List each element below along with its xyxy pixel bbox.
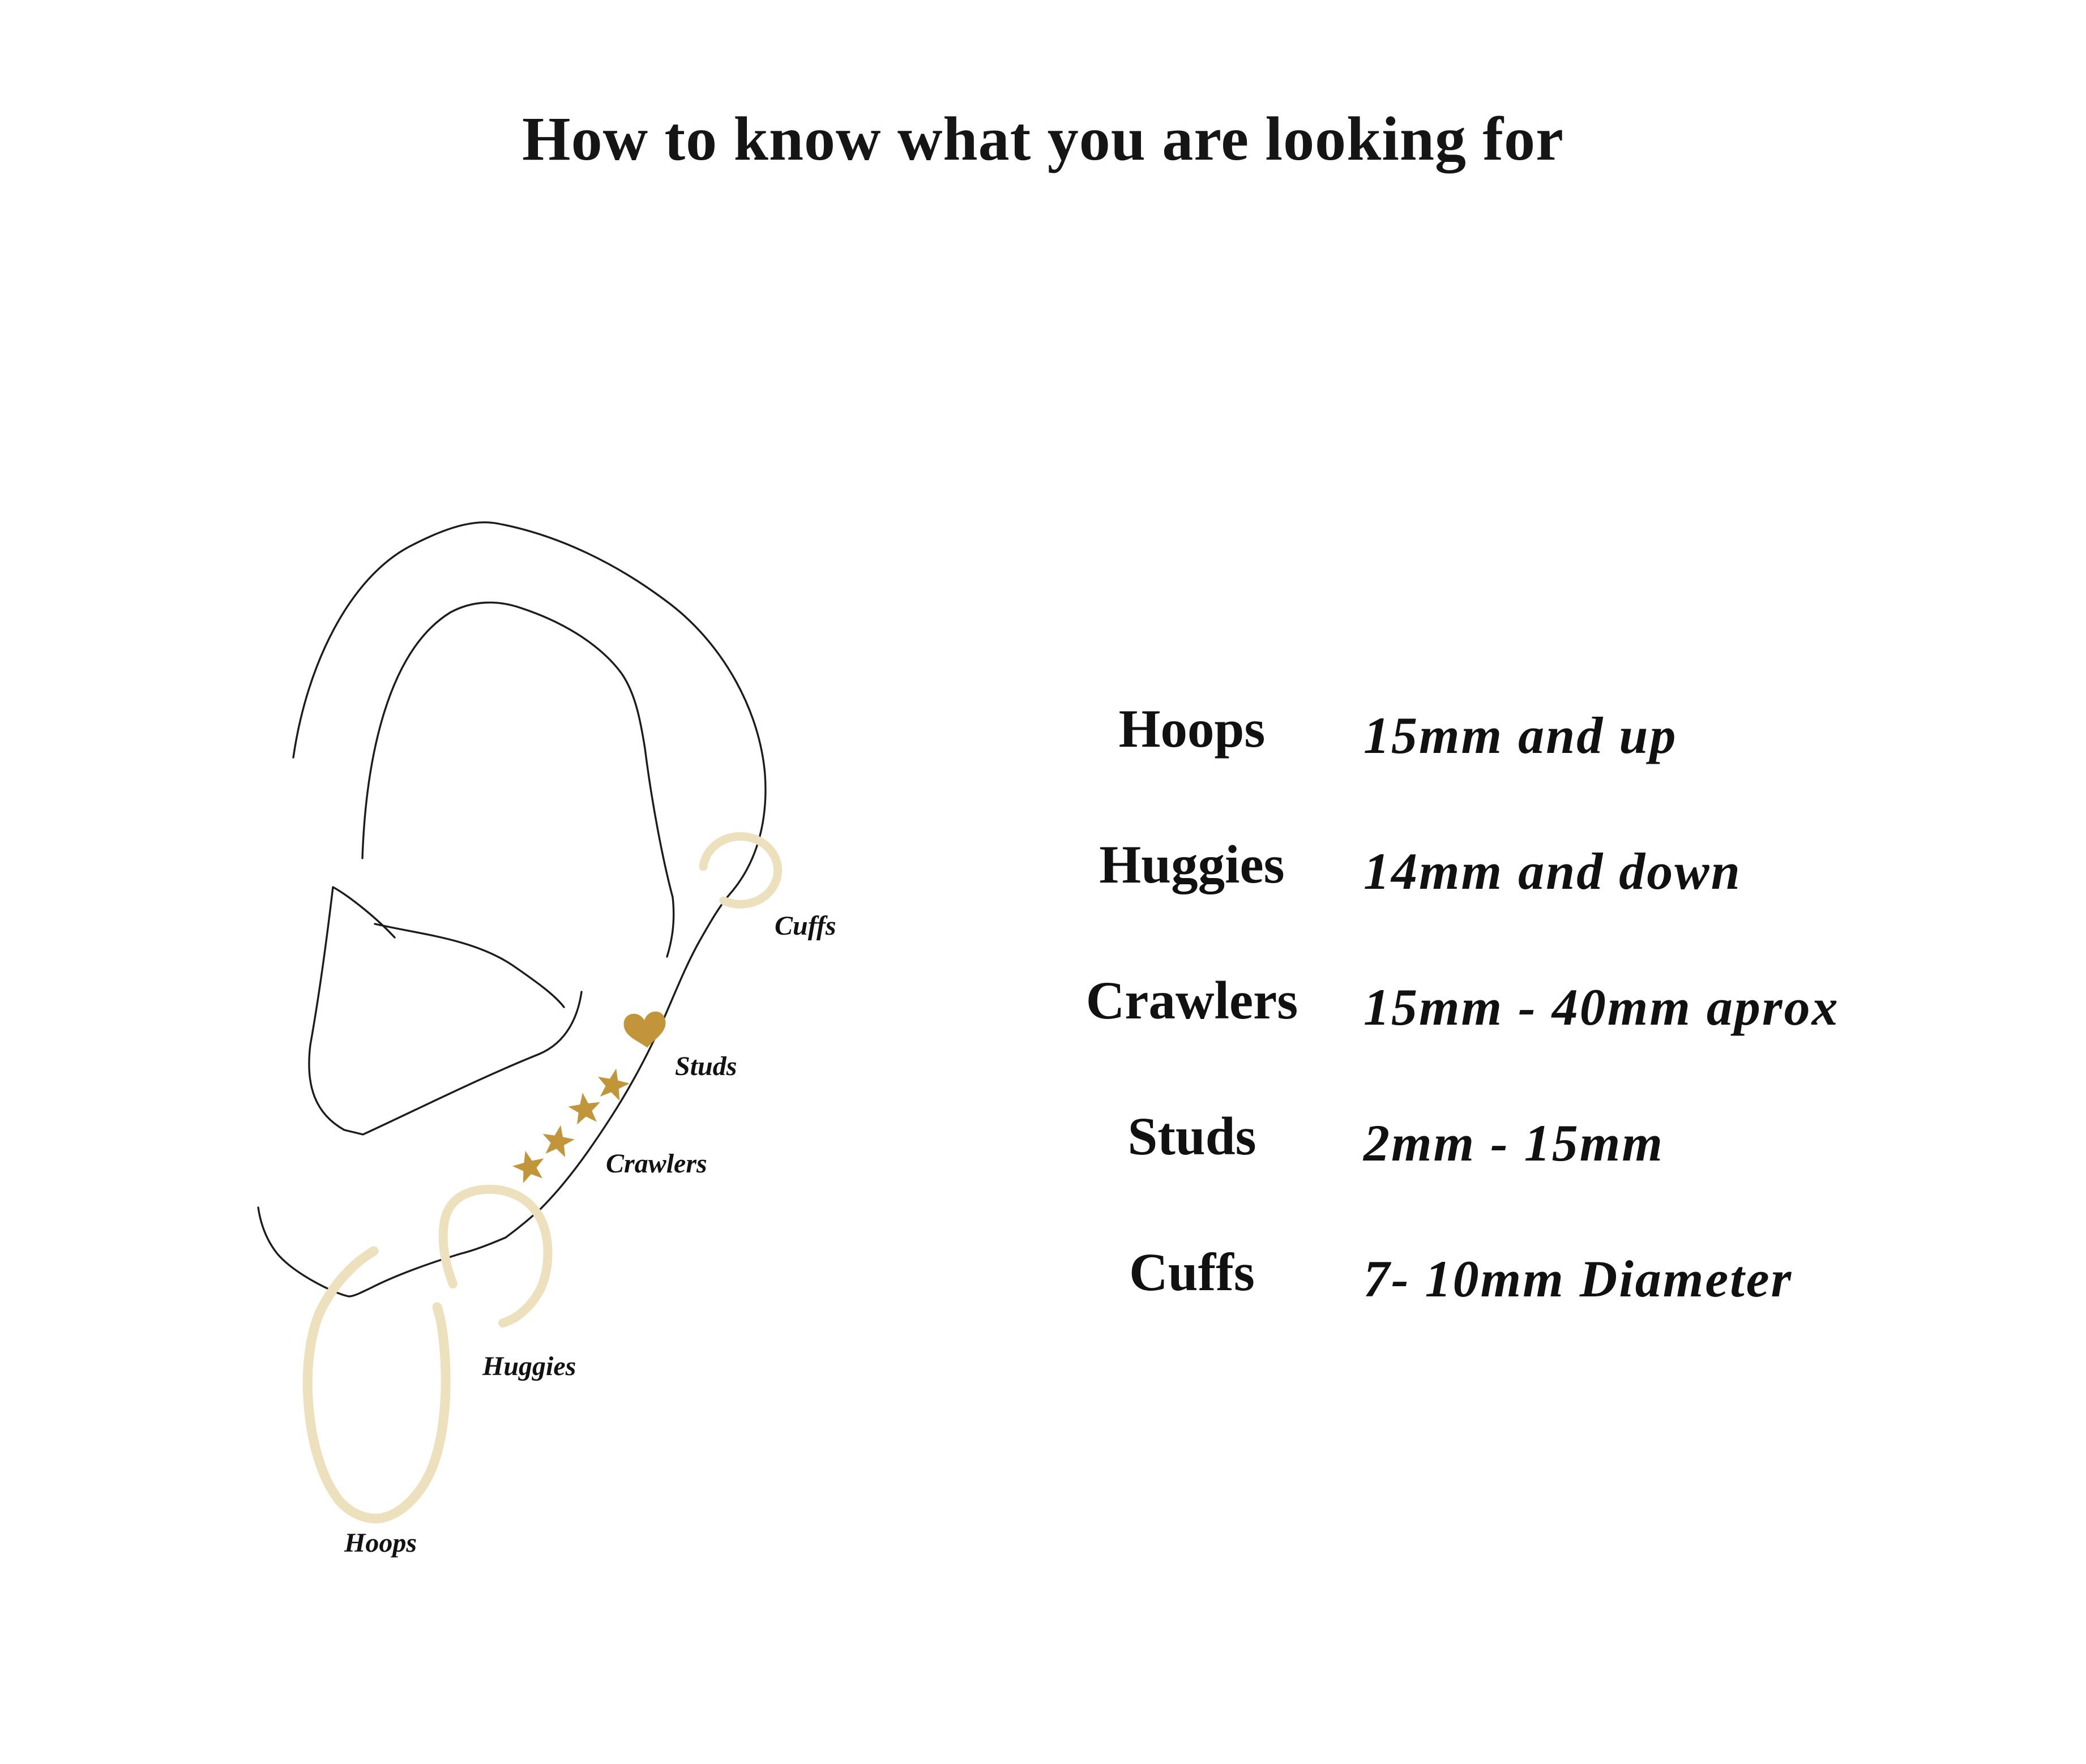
legend-row [0, 1241, 2086, 1354]
legend-label: Crawlers [1085, 970, 1298, 1030]
legend-label: Huggies [1099, 834, 1285, 894]
legend-value: 7- 10mm Diameter [1363, 1250, 1793, 1308]
legend-row [0, 1105, 2086, 1218]
ear-label-hoops: Hoops [344, 1528, 417, 1558]
legend-row [0, 833, 2086, 947]
legend-value: 15mm - 40mm aprox [1363, 978, 1840, 1036]
legend-value: 14mm and down [1363, 842, 1742, 900]
legend-label: Studs [1127, 1106, 1256, 1166]
legend-label: Hoops [1118, 699, 1266, 759]
ear-label-studs: Studs [675, 1051, 737, 1081]
legend-value: 15mm and up [1363, 707, 1678, 764]
legend-label: Cuffs [1129, 1242, 1255, 1302]
page-title: How to know what you are looking for [522, 104, 1564, 173]
legend-row [0, 697, 2086, 811]
legend-row [0, 969, 2086, 1082]
ear-label-cuffs: Cuffs [775, 911, 836, 941]
ear-label-huggies: Huggies [482, 1351, 576, 1381]
legend-value: 2mm - 15mm [1363, 1114, 1664, 1172]
ear-label-crawlers: Crawlers [606, 1149, 707, 1179]
